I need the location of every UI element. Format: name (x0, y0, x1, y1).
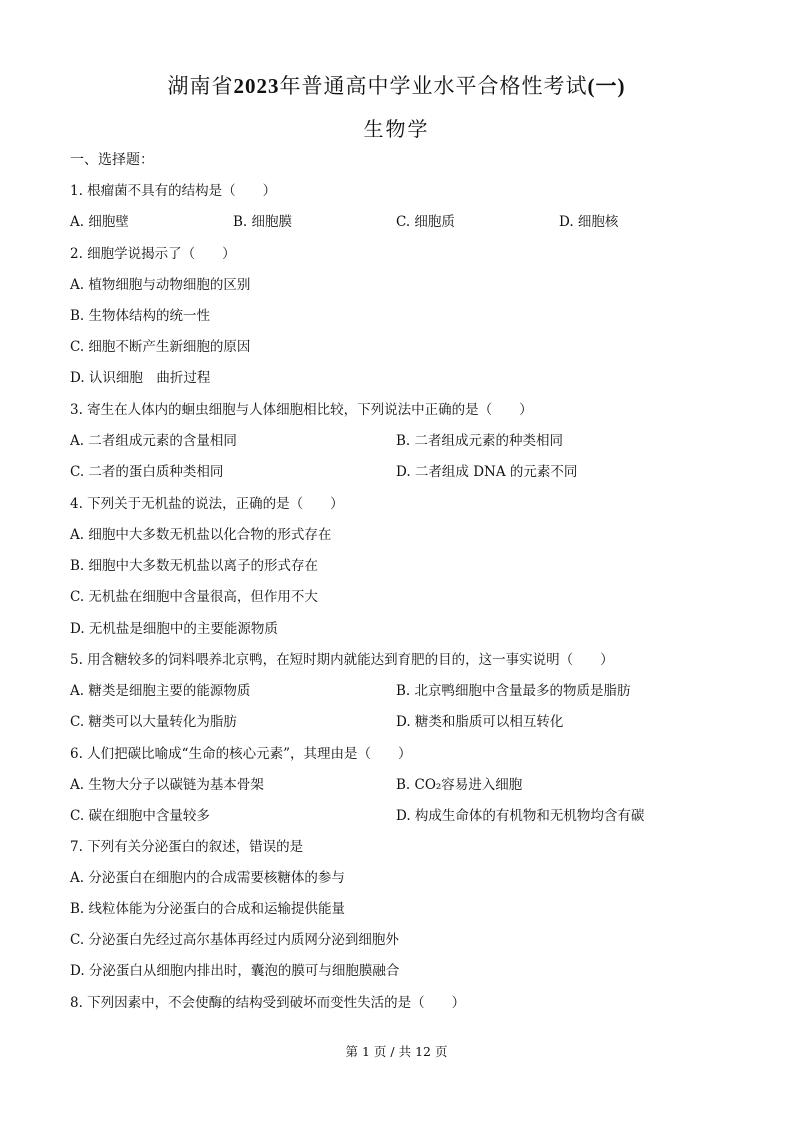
option: B. 细胞中大多数无机盐以离子的形式存在 (70, 558, 319, 574)
title-prefix: 湖南省 (167, 74, 234, 98)
option: D. 无机盐是细胞中的主要能源物质 (70, 621, 278, 637)
option: B. CO₂容易进入细胞 (396, 777, 523, 793)
option: A. 细胞壁 (70, 214, 129, 230)
option: D. 构成生命体的有机物和无机物均含有碳 (396, 808, 645, 824)
option: B. 线粒体能为分泌蛋白的合成和运输提供能量 (70, 901, 346, 917)
option: C. 糖类可以大量转化为脂肪 (70, 714, 237, 730)
option: B. 二者组成元素的种类相同 (396, 433, 564, 449)
question-stem: 5. 用含糖较多的饲料喂养北京鸭，在短时期内就能达到育肥的目的，这一事实说明（ ） (70, 652, 614, 668)
option: A. 细胞中大多数无机盐以化合物的形式存在 (70, 527, 332, 543)
option: A. 分泌蛋白在细胞内的合成需要核糖体的参与 (70, 870, 345, 886)
option: A. 二者组成元素的含量相同 (70, 433, 237, 449)
option: C. 细胞质 (396, 214, 455, 230)
option: A. 糖类是细胞主要的能源物质 (70, 683, 251, 699)
question-stem: 1. 根瘤菌不具有的结构是（ ） (70, 183, 277, 199)
option: C. 二者的蛋白质种类相同 (70, 464, 224, 480)
option: A. 植物细胞与动物细胞的区别 (70, 277, 251, 293)
section-heading: 一、选择题： (70, 152, 154, 168)
question-stem: 7. 下列有关分泌蛋白的叙述，错误的是 (70, 839, 304, 855)
option: C. 无机盐在细胞中含量很高，但作用不大 (70, 589, 318, 605)
exam-title (0, 70, 793, 100)
question-stem: 2. 细胞学说揭示了（ ） (70, 246, 236, 262)
option: A. 生物大分子以碳链为基本骨架 (70, 777, 264, 793)
option: D. 分泌蛋白从细胞内排出时，囊泡的膜可与细胞膜融合 (70, 963, 400, 979)
option: D. 糖类和脂质可以相互转化 (396, 714, 564, 730)
question-stem: 6. 人们把碳比喻成“生命的核心元素”，其理由是（ ） (70, 746, 412, 762)
option: D. 认识细胞 曲折过程 (70, 370, 211, 386)
subject-title: 生物学 (363, 117, 430, 141)
title-suffix: (一) (587, 74, 626, 98)
option: B. 细胞膜 (233, 214, 293, 230)
page-footer: 第 1 页 / 共 12 页 (345, 1044, 448, 1059)
title-main: 年普通高中学业水平合格性考试 (279, 74, 588, 98)
option: C. 细胞不断产生新细胞的原因 (70, 339, 251, 355)
option: C. 碳在细胞中含量较多 (70, 808, 210, 824)
option: B. 北京鸭细胞中含量最多的物质是脂肪 (396, 683, 631, 699)
option: D. 细胞核 (559, 214, 619, 230)
question-stem: 8. 下列因素中，不会使酶的结构受到破坏而变性失活的是（ ） (70, 995, 466, 1011)
question-stem: 3. 寄生在人体内的蛔虫细胞与人体细胞相比较，下列说法中正确的是（ ） (70, 402, 533, 418)
option: C. 分泌蛋白先经过高尔基体再经过内质网分泌到细胞外 (70, 932, 399, 948)
question-stem: 4. 下列关于无机盐的说法，正确的是（ ） (70, 496, 344, 512)
title-year: 2023 (233, 74, 280, 98)
option: D. 二者组成 DNA 的元素不同 (396, 464, 578, 480)
option: B. 生物体结构的统一性 (70, 308, 211, 324)
